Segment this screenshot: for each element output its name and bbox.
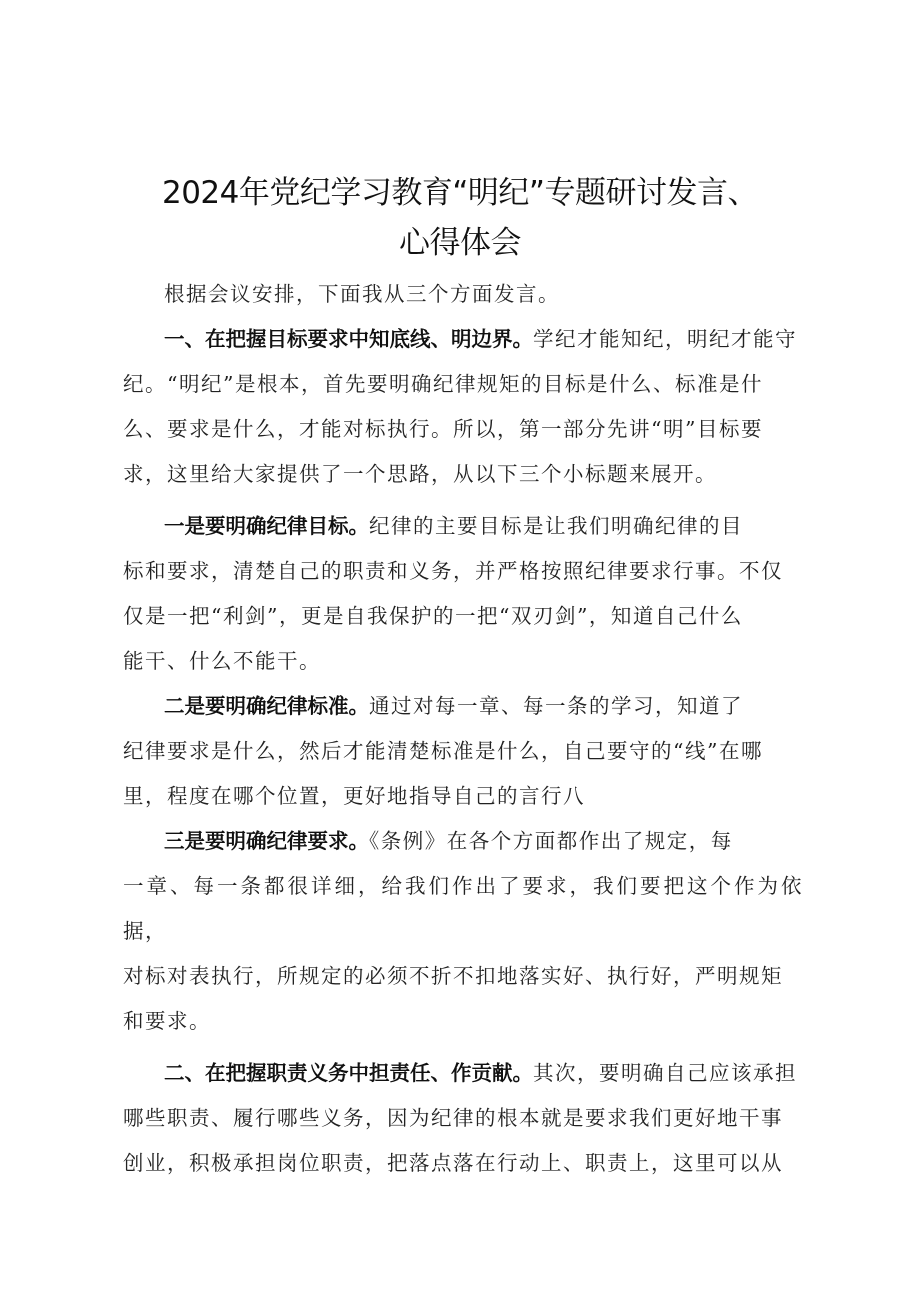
paragraph-text: 通过对每一章、每一条的学习，知道了 — [369, 694, 743, 718]
title-line-2: 心得体会 — [399, 225, 521, 261]
paragraph-point-2 — [123, 684, 803, 819]
section-heading: 一、在把握目标要求中知底线、明边界。 — [164, 327, 533, 351]
paragraph-intro — [123, 272, 803, 317]
paragraph-line: 一章、每一条都很详细，给我们作出了要求，我们要把这个作为依据， — [123, 874, 803, 943]
paragraph-line: 标和要求，清楚自己的职责和义务，并严格按照纪律要求行事。不仅 — [123, 559, 783, 583]
paragraph-text: 其次，要明确自己应该承担 — [533, 1061, 797, 1085]
paragraph-line: 能干、什么不能干。 — [123, 649, 321, 673]
paragraph-point-3 — [123, 819, 803, 1044]
paragraph-line: 纪律要求是什么，然后才能清楚标准是什么，自己要守的“线”在哪 — [123, 739, 763, 763]
document-title — [100, 168, 820, 268]
paragraph-line: 对标对表执行，所规定的必须不折不扣地落实好、执行好，严明规矩 — [123, 964, 783, 988]
paragraph-text: 《条例》在各个方面都作出了规定，每 — [369, 829, 733, 853]
paragraph-section-1 — [123, 317, 803, 497]
paragraph-line: 创业，积极承担岗位职责，把落点落在行动上、职责上，这里可以从 — [123, 1151, 783, 1175]
paragraph-line: 和要求。 — [123, 1009, 211, 1033]
paragraph-line: 求，这里给大家提供了一个思路，从以下三个小标题来展开。 — [123, 462, 717, 486]
paragraph-line: 哪些职责、履行哪些义务，因为纪律的根本就是要求我们更好地干事 — [123, 1106, 783, 1130]
paragraph-line: 仅是一把“利剑”，更是自我保护的一把“双刃剑”，知道自己什么 — [123, 604, 743, 628]
paragraph-section-2 — [123, 1051, 803, 1186]
paragraph-line: 纪。“明纪”是根本，首先要明确纪律规矩的目标是什么、标准是什 — [123, 372, 763, 396]
point-heading: 二是要明确纪律标准。 — [164, 694, 369, 718]
section-heading: 二、在把握职责义务中担责任、作贡献。 — [164, 1061, 533, 1085]
paragraph-line: 里，程度在哪个位置，更好地指导自己的言行八 — [123, 784, 585, 808]
paragraph-text: 纪律的主要目标是让我们明确纪律的目 — [369, 514, 743, 538]
point-heading: 三是要明确纪律要求。 — [164, 829, 369, 853]
paragraph-point-1 — [123, 504, 803, 684]
paragraph-text: 学纪才能知纪，明纪才能守 — [533, 327, 797, 351]
title-line-1: 2024年党纪学习教育“明纪”专题研讨发言、 — [161, 175, 758, 211]
point-heading: 一是要明确纪律目标。 — [164, 514, 369, 538]
document-body — [123, 272, 803, 1186]
paragraph-text: 根据会议安排，下面我从三个方面发言。 — [164, 282, 560, 306]
paragraph-line: 么、要求是什么，才能对标执行。所以，第一部分先讲“明”目标要 — [123, 417, 763, 441]
